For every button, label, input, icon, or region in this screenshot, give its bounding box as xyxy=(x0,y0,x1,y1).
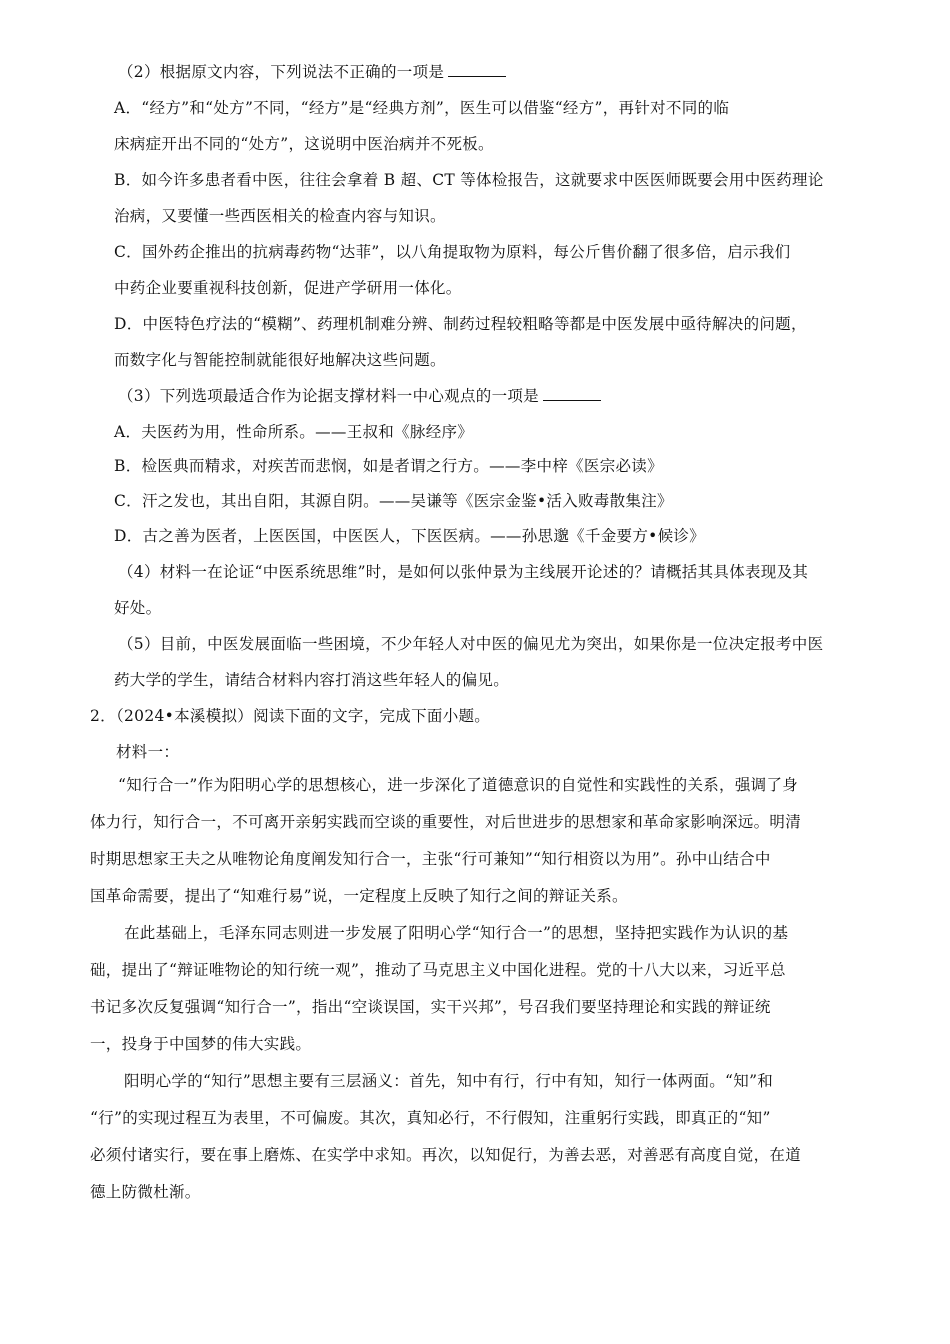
q2-option-b-line1: B．如今许多患者看中医，往往会拿着 B 超、CT 等体检报告，这就要求中医医师既要会用中医药理论 xyxy=(114,171,824,189)
q2-option-c-line2: 中药企业要重视科技创新，促进产学研用一体化。 xyxy=(114,279,462,297)
question-4-line1: （4）材料一在论证“中医系统思维”时，是如何以张仲景为主线展开论述的？请概括其具体表现及其 xyxy=(118,563,809,581)
paragraph-3-line3: 必须付诸实行，要在事上磨炼、在实学中求知。再次，以知促行，为善去恶，对善恶有高度自觉，在道 xyxy=(90,1146,802,1164)
question-5-line2: 药大学的学生，请结合材料内容打消这些年轻人的偏见。 xyxy=(114,671,510,689)
q3-option-b: B．检医典而精求，对疾苦而悲悯，如是者谓之行方。——李中梓《医宗必读》 xyxy=(114,457,663,475)
paragraph-2-line4: 一，投身于中国梦的伟大实践。 xyxy=(90,1035,312,1053)
q3-option-d: D．古之善为医者，上医医国，中医医人，下医医病。——孙思邈《千金要方•候诊》 xyxy=(114,527,705,545)
q3-option-a: A．夫医药为用，性命所系。——王叔和《脉经序》 xyxy=(114,423,474,441)
paragraph-1-line2: 体力行，知行合一，不可离开亲躬实践而空谈的重要性，对后世进步的思想家和革命家影响深远。明清 xyxy=(90,813,802,831)
paragraph-2-line1: 在此基础上，毛泽东同志则进一步发展了阳明心学“知行合一”的思想，坚持把实践作为认识的基 xyxy=(124,924,789,942)
q3-option-c: C．汗之发也，其出自阳，其源自阴。——吴谦等《医宗金鉴•活入败毒散集注》 xyxy=(114,492,673,510)
paragraph-3-line4: 德上防微杜渐。 xyxy=(90,1183,201,1201)
paragraph-2-line3: 书记多次反复强调“知行合一”，指出“空谈误国，实干兴邦”，号召我们要坚持理论和实践的辩证统 xyxy=(90,998,771,1016)
paragraph-3-line2: “行”的实现过程互为表里，不可偏废。其次，真知必行，不行假知，注重躬行实践，即真正的“知” xyxy=(90,1109,771,1127)
q2-option-b-line2: 治病，又要懂一些西医相关的检查内容与知识。 xyxy=(114,207,446,225)
material-one-label: 材料一： xyxy=(116,743,180,761)
q2-option-d-line2: 而数字化与智能控制就能很好地解决这些问题。 xyxy=(114,351,446,369)
q2-option-a-line1: A．“经方”和“处方”不同，“经方”是“经典方剂”，医生可以借鉴“经方”，再针对不同的临 xyxy=(114,99,730,117)
question-5-line1: （5）目前，中医发展面临一些困境，不少年轻人对中医的偏见尤为突出，如果你是一位决定报考中医 xyxy=(118,635,824,653)
answer-blank[interactable] xyxy=(448,62,506,77)
paragraph-1-line1: “知行合一”作为阳明心学的思想核心，进一步深化了道德意识的自觉性和实践性的关系，强调了身 xyxy=(118,776,799,794)
question-3-stem: （3）下列选项最适合作为论据支撑材料一中心观点的一项是 xyxy=(118,386,601,406)
item-2-heading: 2．（2024•本溪模拟）阅读下面的文字，完成下面小题。 xyxy=(90,707,491,725)
q2-option-d-line1: D．中医特色疗法的“模糊”、药理机制难分辨、制药过程较粗略等都是中医发展中亟待解决的问题， xyxy=(114,315,807,333)
question-4-line2: 好处。 xyxy=(114,599,162,617)
q2-option-a-line2: 床病症开出不同的“处方”，这说明中医治病并不死板。 xyxy=(114,135,494,153)
paragraph-2-line2: 础，提出了“辩证唯物论的知行统一观”，推动了马克思主义中国化进程。党的十八大以来，习近平总 xyxy=(90,961,786,979)
answer-blank[interactable] xyxy=(543,386,601,401)
q2-option-c-line1: C．国外药企推出的抗病毒药物“达菲”，以八角提取物为原料，每公斤售价翻了很多倍，启示我们 xyxy=(114,243,791,261)
paragraph-1-line4: 国革命需要，提出了“知难行易”说，一定程度上反映了知行之间的辩证关系。 xyxy=(90,887,628,905)
paragraph-3-line1: 阳明心学的“知行”思想主要有三层涵义：首先，知中有行，行中有知，知行一体两面。“知”和 xyxy=(124,1072,774,1090)
question-2-stem: （2）根据原文内容，下列说法不正确的一项是 xyxy=(118,62,506,82)
paragraph-1-line3: 时期思想家王夫之从唯物论角度阐发知行合一，主张“行可兼知”“知行相资以为用”。孙中山结合中 xyxy=(90,850,771,868)
